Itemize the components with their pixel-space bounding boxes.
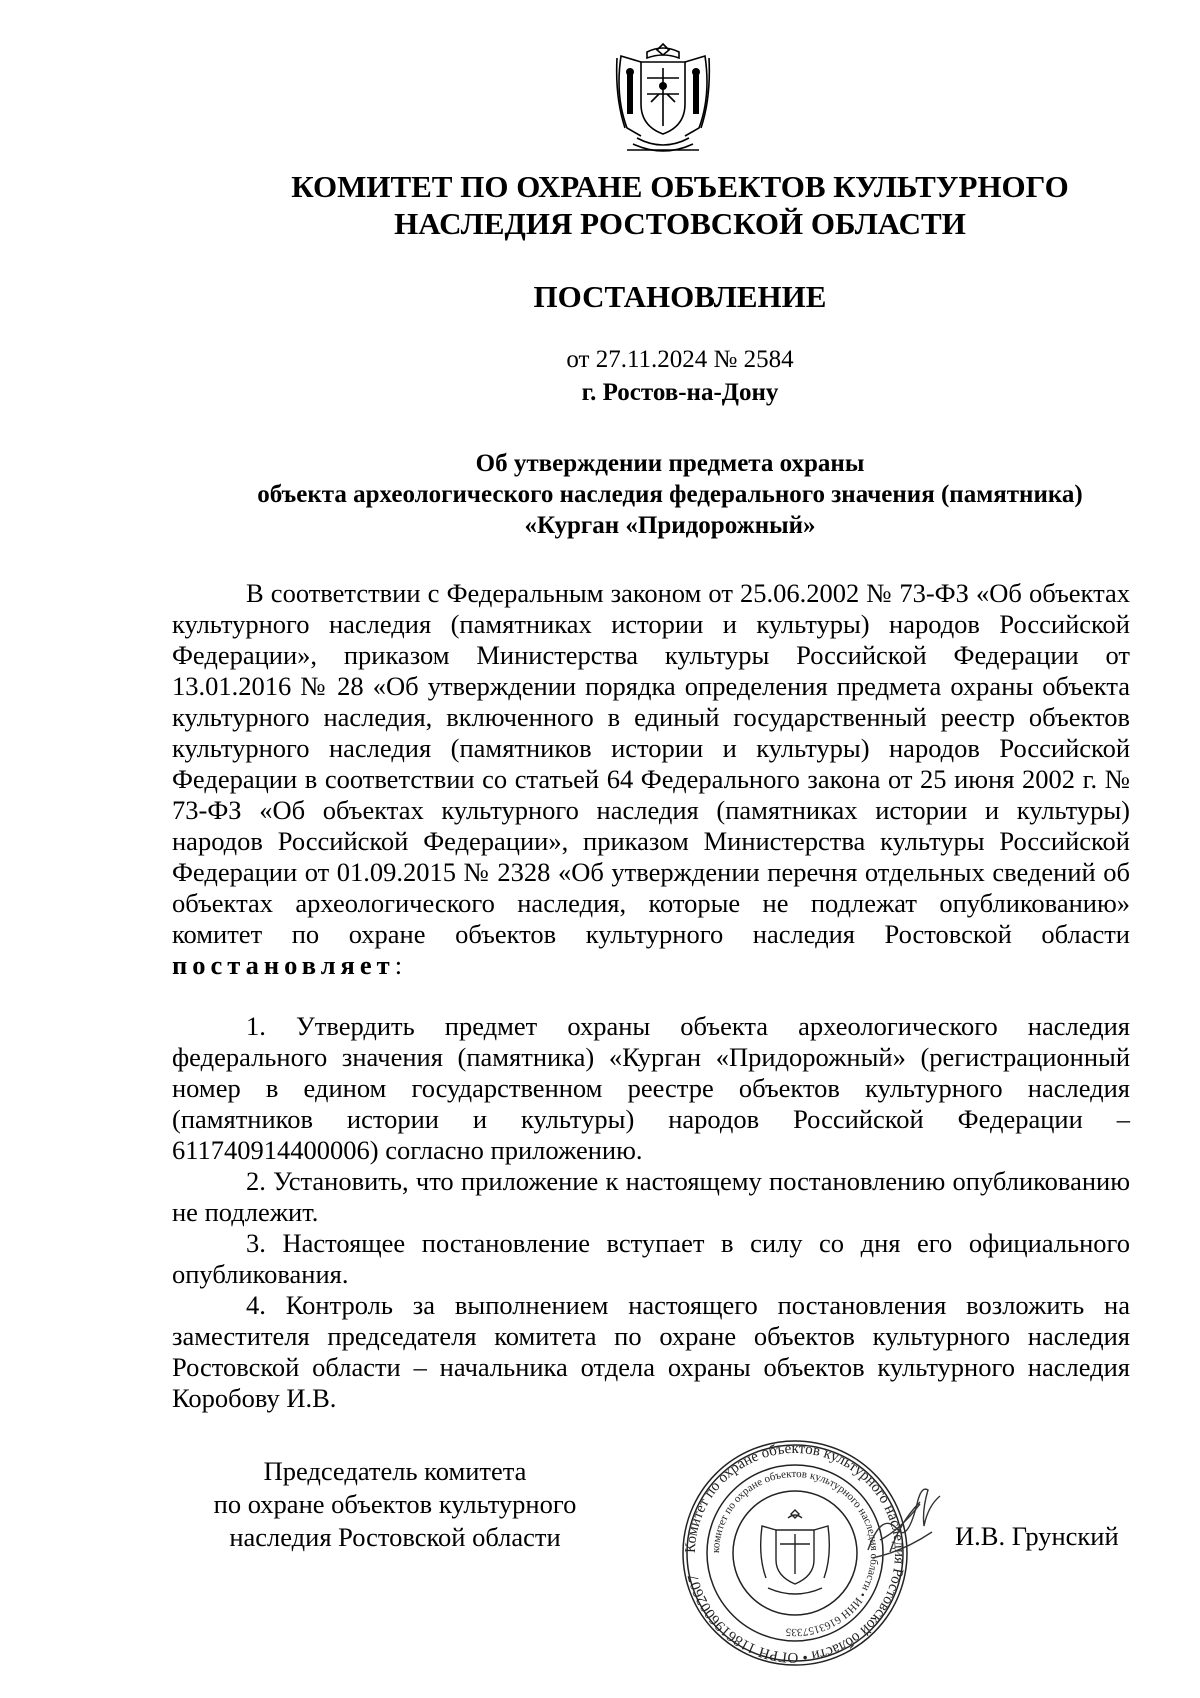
signature-icon bbox=[860, 1480, 950, 1570]
organization-line-2: НАСЛЕДИЯ РОСТОВСКОЙ ОБЛАСТИ bbox=[394, 206, 966, 241]
preamble-trailing: : bbox=[394, 950, 403, 980]
decree-item-2: 2. Установить, что приложение к настоящему постановлению опубликованию не подлежит. bbox=[172, 1166, 1130, 1227]
date-and-number: от 27.11.2024 № 2584 bbox=[566, 346, 794, 373]
signatory-title bbox=[180, 1455, 610, 1554]
decree-item-1: 1. Утвердить предмет охраны объекта археологического наследия федерального значения (памятника) «Курган «Придорожный» (регистрационный номер в едином государственном реестре объектов культурного наследия (памятников истории и культуры) народов Российской Федерации – 611740914400006) согласно приложению. bbox=[172, 1011, 1130, 1165]
decree-items bbox=[172, 1011, 1130, 1414]
preamble bbox=[172, 578, 1130, 981]
subject-line-3: «Курган «Придорожный» bbox=[524, 512, 816, 539]
organization-line-1: КОМИТЕТ ПО ОХРАНЕ ОБЪЕКТОВ КУЛЬТУРНОГО bbox=[291, 169, 1069, 204]
signatory-title-line-1: Председатель комитета bbox=[263, 1456, 527, 1486]
coat-of-arms-icon bbox=[607, 38, 719, 158]
organization-title bbox=[250, 168, 1110, 242]
preamble-paragraph bbox=[172, 578, 1130, 981]
subject-line-2: объекта археологического наследия федерального значения (памятника) bbox=[257, 481, 1083, 508]
subject-line-1: Об утверждении предмета охраны bbox=[475, 450, 865, 477]
decree-word: постановляет bbox=[172, 950, 395, 980]
document-type: ПОСТАНОВЛЕНИЕ bbox=[533, 279, 827, 314]
document-subject bbox=[170, 448, 1170, 541]
city: г. Ростов-на-Дону bbox=[581, 379, 779, 406]
signatory-title-line-2: по охране объектов культурного bbox=[213, 1489, 577, 1519]
seal-inner-text: комитет по охране объектов культурного наследия области • ИНН 6163157335 bbox=[709, 1467, 881, 1639]
preamble-text: В соответствии с Федеральным законом от 25.06.2002 № 73-ФЗ «Об объектах культурного наследия (памятниках истории и культуры) народов Российской Федерации», приказом Министерства культуры Российской Федерации от 13.01.2016 № 28 «Об утверждении порядка определения предмета охраны объекта культурного наследия, включенного в единый государственный реестр объектов культурного наследия (памятников истории и культуры) народов Российской Федерации в соответствии со статьей 64 Федерального закона от 25 июня 2002 г. № 73-ФЗ «Об объектах культурного наследия (памятниках истории и культуры) народов Российской Федерации», приказом Министерства культуры Российской Федерации от 01.09.2015 № 2328 «Об утверждении перечня отдельных сведений об объектах археологического наследия, которые не подлежат опубликованию» комитет по охране объектов культурного наследия Ростовской области bbox=[172, 578, 1130, 949]
signatory-title-line-3: наследия Ростовской области bbox=[229, 1522, 561, 1552]
seal-outer-text: Комитет по охране объектов культурного наследия Ростовской области • ОГРН 1186196002607 bbox=[682, 1440, 908, 1666]
signatory-name: И.В. Грунский bbox=[955, 1521, 1119, 1551]
decree-item-4: 4. Контроль за выполнением настоящего постановления возложить на заместителя председателя комитета по охране объектов культурного наследия Ростовской области – начальника отдела охраны объектов культурного наследия Коробову И.В. bbox=[172, 1290, 1130, 1413]
decree-item-3: 3. Настоящее постановление вступает в силу со дня его официального опубликования. bbox=[172, 1228, 1130, 1289]
